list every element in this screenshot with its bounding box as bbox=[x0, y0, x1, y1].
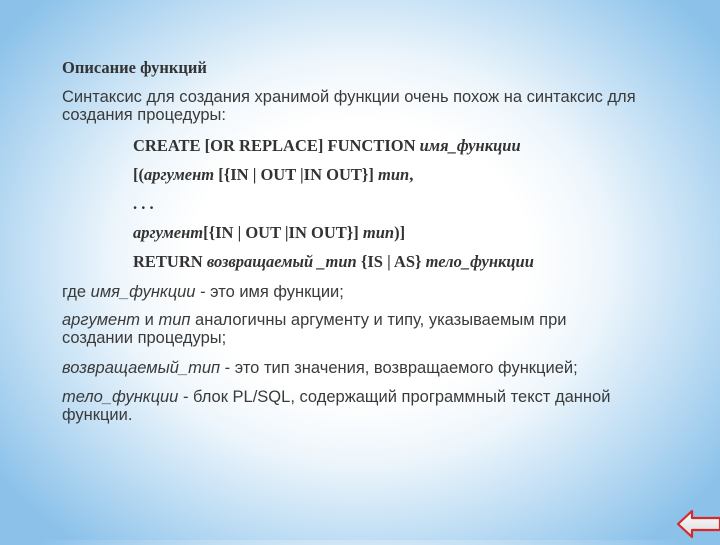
desc-function-body bbox=[62, 388, 642, 424]
syntax-function-name: имя_функции bbox=[419, 136, 521, 155]
intro-paragraph: Синтаксис для создания хранимой функции очень похож на синтаксис для создания процедуры: bbox=[62, 88, 636, 124]
syntax-argument: аргумент bbox=[144, 165, 215, 184]
syntax-mode-last: [{IN | OUT |IN OUT}] bbox=[203, 223, 363, 242]
syntax-mode: [{IN | OUT |IN OUT}] bbox=[214, 165, 379, 184]
desc-type-term: тип bbox=[158, 311, 191, 329]
desc-name-term: имя_функции bbox=[90, 283, 196, 301]
back-button[interactable] bbox=[676, 508, 720, 540]
syntax-line-create bbox=[133, 136, 521, 156]
desc-ret-term: возвращаемый_тип bbox=[62, 359, 221, 377]
desc-ret-text: - это тип значения, возвращаемого функцией; bbox=[220, 359, 578, 377]
syntax-line-ellipsis: . . . bbox=[133, 194, 154, 213]
syntax-function-body: тело_функции bbox=[425, 252, 534, 271]
syntax-type: тип bbox=[378, 165, 410, 184]
desc-arg-text: аналогичны аргументу и типу, указываемым при создании процедуры; bbox=[62, 311, 567, 347]
syntax-comma: , bbox=[409, 165, 414, 184]
desc-where-word: где bbox=[62, 283, 91, 301]
desc-arg-term: аргумент bbox=[62, 311, 141, 329]
syntax-type-last: тип bbox=[362, 223, 395, 242]
syntax-line-argument-last bbox=[133, 223, 405, 243]
syntax-line-return bbox=[133, 252, 534, 272]
slide-title: Описание функций bbox=[62, 58, 207, 77]
desc-body-term: тело_функции bbox=[62, 388, 179, 406]
desc-function-name bbox=[62, 283, 642, 301]
syntax-open-bracket: [( bbox=[133, 165, 144, 184]
desc-name-text: - это имя функции; bbox=[195, 283, 344, 301]
syntax-keyword-create: CREATE [OR REPLACE] FUNCTION bbox=[133, 136, 420, 155]
syntax-is-as: {IS | AS} bbox=[356, 252, 426, 271]
desc-return-type bbox=[62, 359, 642, 377]
syntax-line-argument bbox=[133, 165, 413, 185]
syntax-keyword-return: RETURN bbox=[133, 252, 207, 271]
syntax-return-type: возвращаемый _тип bbox=[206, 252, 357, 271]
desc-and-word: и bbox=[140, 311, 159, 329]
back-arrow-icon bbox=[676, 508, 720, 540]
desc-argument-type bbox=[62, 311, 642, 347]
syntax-argument-last: аргумент bbox=[133, 223, 204, 242]
syntax-close-bracket: )] bbox=[394, 223, 406, 242]
desc-body-text: - блок PL/SQL, содержащий программный текст данной функции. bbox=[62, 388, 611, 424]
